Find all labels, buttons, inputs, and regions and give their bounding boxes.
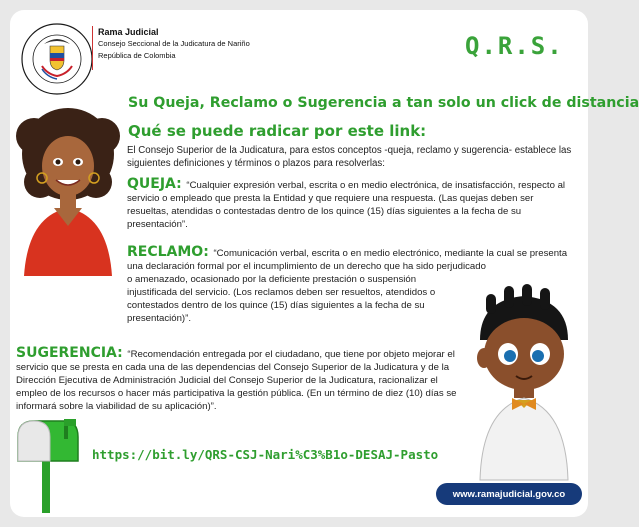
reclamo-text-rest: o amenazado, ocasionado por la deficiente prestación o suspensión injustificada del servicio. (Los reclamos deben ser resueltos, atendidos o contestados dentro de los quince (15) días siguientes a la fecha de su presentación)”. xyxy=(127,274,436,324)
poster-card xyxy=(10,10,639,517)
qrs-link[interactable]: https://bit.ly/QRS-CSJ-Nari%C3%B1o-DESAJ-Pasto xyxy=(92,447,439,462)
org-line-2: Consejo Seccional de la Judicatura de Nariño xyxy=(98,39,250,48)
sugerencia-section xyxy=(16,347,466,413)
queja-term: QUEJA: xyxy=(127,176,182,192)
sugerencia-text: “Recomendación entregada por el ciudadano, que tiene por objeto mejorar el servicio que se presta en cada una de las dependencias del Consejo Superior de la Judicatura y de la Dirección Ejecutiva de Administración Judicial del Consejo Superior de la Judicatura, racionalizar el empleo de los recursos o hacer más participativa la gestión pública. (En un término de diez (10) días se informará sobre la viabilidad de su aplicación)”. xyxy=(16,349,457,412)
reclamo-term: RECLAMO: xyxy=(127,244,209,260)
queja-text: “Cualquier expresión verbal, escrita o en medio electrónica, de insatisfacción, respecto al servicio o empleado que presta la Entidad y que requiere una respuesta. (Las quejas deben ser resueltas, atendidas o contestadas dentro de los quince (15) días siguientes a la fecha de su presentación”. xyxy=(127,180,566,230)
intro-paragraph: El Consejo Superior de la Judicatura, para estos conceptos -queja, reclamo y sugerencia- establece las siguientes definiciones y términos o plazos para resolverlas: xyxy=(127,145,572,169)
mailbox-icon xyxy=(12,415,82,513)
reclamo-section xyxy=(127,244,568,325)
boy-illustration xyxy=(460,280,588,480)
page-title: Q.R.S. xyxy=(465,32,564,60)
reclamo-first-part xyxy=(127,246,575,273)
org-line-1: Rama Judicial xyxy=(98,27,159,37)
queja-section xyxy=(127,178,577,231)
rama-judicial-seal-logo xyxy=(20,22,94,96)
org-divider xyxy=(92,26,93,70)
website-button[interactable]: www.ramajudicial.gov.co xyxy=(436,483,582,505)
subheadline: Qué se puede radicar por este link: xyxy=(128,122,427,140)
organization-block xyxy=(98,26,250,62)
reclamo-text-first: “Comunicación verbal, escrita o en medio electrónico, mediante la cual se presenta una declaración formal por el incumplimiento de un derecho que ha sido perjudicado xyxy=(127,248,568,272)
woman-illustration xyxy=(10,96,126,276)
sugerencia-term: SUGERENCIA: xyxy=(16,345,123,361)
headline: Su Queja, Reclamo o Sugerencia a tan solo un click de distancia xyxy=(128,95,639,111)
org-line-3: República de Colombia xyxy=(98,51,176,60)
